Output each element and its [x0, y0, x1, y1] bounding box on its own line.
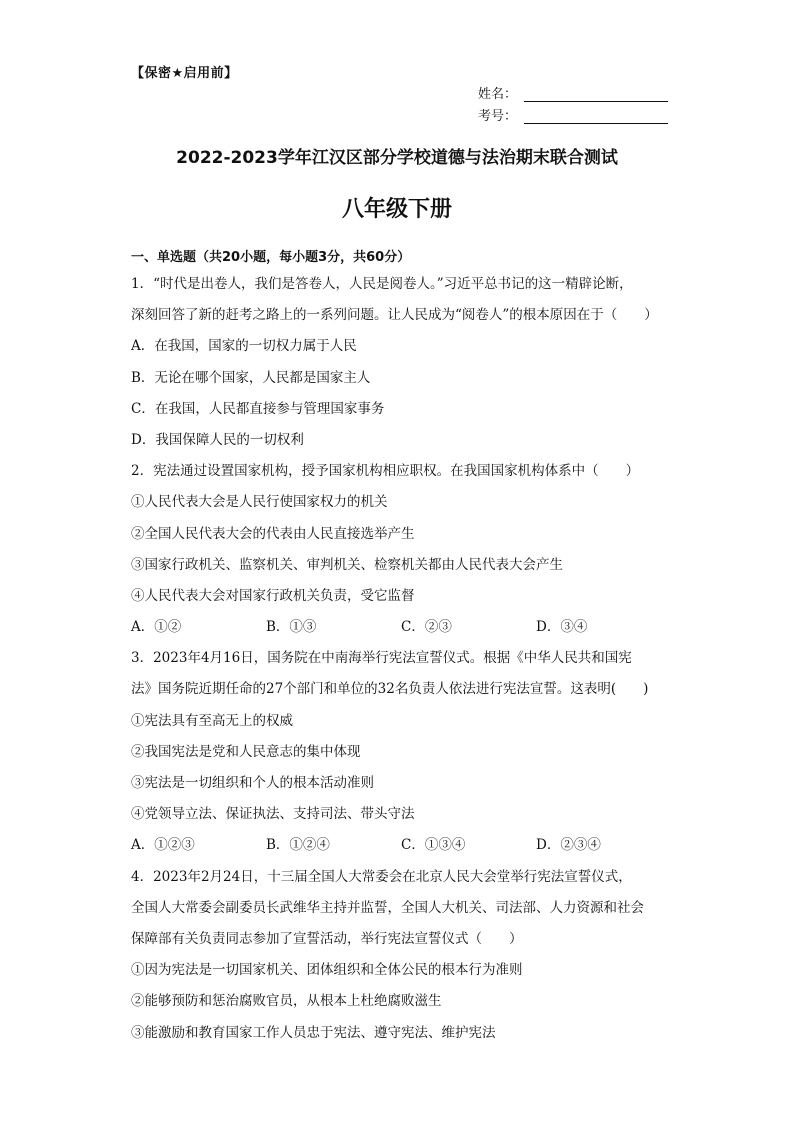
id-row	[478, 102, 668, 124]
answer-option: D．②③④	[536, 837, 601, 854]
answer-option: B．①②④	[266, 837, 330, 854]
answer-option: B．无论在哪个国家，人民都是国家主人	[131, 369, 371, 386]
question-stem-line: 1．“时代是出卷人，我们是答卷人，人民是阅卷人。”习近平总书记的这一精辟论断，	[131, 276, 633, 292]
answer-option: B．①③	[266, 619, 317, 636]
question-stem-line: 2．宪法通过设置国家机构，授予国家机构相应职权。在我国国家机构体系中（ ）	[131, 463, 640, 480]
name-label: 姓名：	[478, 87, 518, 102]
statement-item: ①人民代表大会是人民行使国家权力的机关	[131, 494, 388, 511]
exam-title: 2022-2023学年江汉区部分学校道德与法治期末联合测试	[176, 148, 618, 168]
statement-item: ②全国人民代表大会的代表由人民直接选举产生	[131, 525, 415, 542]
answer-option: A．①②	[131, 619, 182, 636]
question-stem-line: 3．2023年4月16日，国务院在中南海举行宪法宣誓仪式。根据《中华人民共和国宪	[131, 650, 632, 667]
answer-options-row	[131, 833, 671, 864]
statement-item: ③能激励和教育国家工作人员忠于宪法、遵守宪法、维护宪法	[131, 1024, 496, 1041]
name-field-line	[524, 87, 668, 102]
question-1	[131, 272, 671, 459]
answer-option: A．在我国，国家的一切权力属于人民	[131, 338, 357, 355]
statement-item: ②能够预防和惩治腐败官员，从根本上杜绝腐败滋生	[131, 993, 442, 1010]
name-row	[478, 80, 668, 102]
answer-option: C．在我国，人民都直接参与管理国家事务	[131, 400, 385, 417]
section-heading: 一、单选题（共20小题，每小题3分，共60分）	[131, 250, 411, 265]
answer-option: A．①②③	[131, 837, 195, 854]
questions	[131, 272, 671, 1052]
id-field-line	[524, 109, 668, 124]
statement-item: ④党领导立法、保证执法、支持司法、带头守法	[131, 806, 415, 823]
question-stem-line: 法》国务院近期任命的27个部门和单位的32名负责人依法进行宪法宣誓。这表明( )	[131, 681, 649, 698]
confidential-label: 【保密★启用前】	[131, 66, 238, 81]
statement-item: ③国家行政机关、监察机关、审判机关、检察机关都由人民代表大会产生	[131, 556, 563, 573]
answer-option: D．③④	[536, 619, 588, 636]
id-label: 考号：	[478, 109, 518, 124]
answer-option: C．②③	[401, 619, 452, 636]
statement-item: ①因为宪法是一切国家机关、团体组织和全体公民的根本行为准则	[131, 962, 523, 979]
answer-option: D．我国保障人民的一切权利	[131, 431, 304, 448]
answer-options-row	[131, 615, 671, 646]
statement-item: ④人民代表大会对国家行政机关负责，受它监督	[131, 587, 415, 604]
question-4	[131, 865, 671, 1052]
question-3	[131, 646, 671, 864]
student-info	[478, 80, 668, 124]
statement-item: ②我国宪法是党和人民意志的集中体现	[131, 743, 361, 760]
question-stem-line: 全国人大常委会副委员长武维华主持并监誓，全国人大机关、司法部、人力资源和社会	[131, 899, 644, 916]
answer-option: C．①③④	[401, 837, 466, 854]
statement-item: ③宪法是一切组织和个人的根本活动准则	[131, 775, 374, 791]
question-stem-line: 深刻回答了新的赶考之路上的一系列问题。让人民成为“阅卷人”的根本原因在于（ ）	[131, 307, 658, 324]
question-2	[131, 459, 671, 646]
question-stem-line: 4．2023年2月24日，十三届全国人大常委会在北京人民大会堂举行宪法宣誓仪式，	[131, 868, 632, 885]
statement-item: ①宪法具有至高无上的权威	[131, 712, 293, 729]
exam-subtitle: 八年级下册	[341, 197, 452, 222]
question-stem-line: 保障部有关负责同志参加了宣誓活动，举行宪法宣誓仪式（ ）	[131, 930, 523, 947]
